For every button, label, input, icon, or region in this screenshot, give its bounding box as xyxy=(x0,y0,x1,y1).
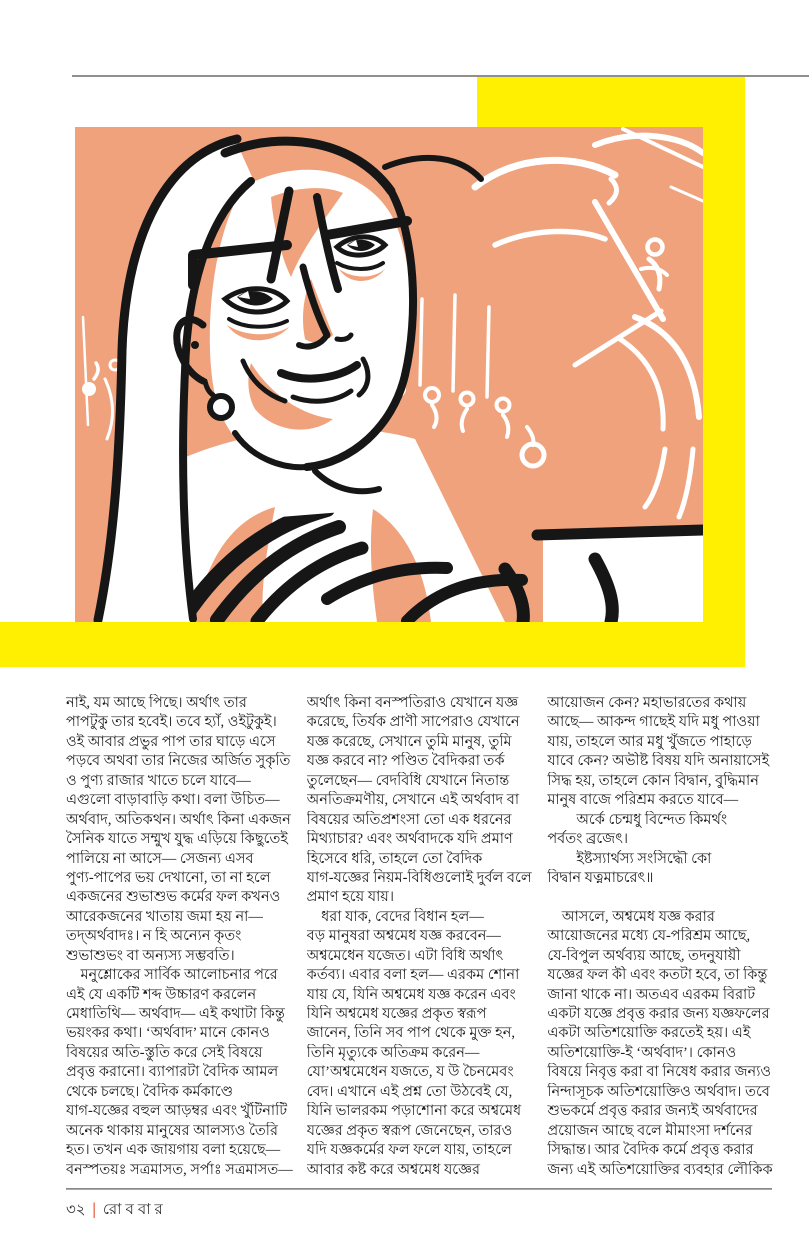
text-line: প্রয়োজন আছে বলে মীমাংসা দর্শনের xyxy=(547,1122,753,1139)
article-column-3 xyxy=(547,694,778,1186)
text-line: মিথ্যাচার? এবং অর্থবাদকে যদি প্রমাণ xyxy=(306,831,513,848)
text-line: পালিয়ে না আসে— সেজন্য এসব xyxy=(66,850,254,867)
text-line: প্রমাণ হয়ে যায়। xyxy=(306,889,395,906)
text-line: নিন্দাসূচক অতিশয়োক্তিও অর্থবাদ। তবে xyxy=(547,1083,770,1100)
text-line: জন্য এই অতিশয়োক্তির ব্যবহার লৌকিক xyxy=(547,1161,773,1178)
bottom-right-white-zone xyxy=(537,530,703,622)
text-line: যাগ-যজ্ঞের বহুল আড়ম্বর এবং খুঁটিনাটি xyxy=(66,1103,288,1120)
text-line: যায়, তাহলে আর মধু খুঁজতে পাহাড়ে xyxy=(547,733,752,750)
text-line: সিদ্ধান্ত। আর বৈদিক কর্মে প্রবৃত্ত করার xyxy=(547,1142,754,1159)
text-line: শুভাশুভং বা অন্যস্য সম্ভবতি। xyxy=(66,947,235,964)
text-line: সিদ্ধ হয়, তাহলে কোন বিদ্বান, বুদ্ধিমান xyxy=(547,772,759,789)
text-line: ওই আবার প্রভুর পাপ তার ঘাড়ে এসে xyxy=(66,733,276,750)
text-line: যাবে কেন? অভীষ্ট বিষয় যদি অনায়াসেই xyxy=(547,753,770,770)
sage-illustration-svg xyxy=(75,127,703,622)
text-line xyxy=(547,888,778,907)
text-line: অনেক থাকায় মানুষের আলস্যও তৈরি xyxy=(66,1122,278,1139)
text-line: যদি যজ্ঞকর্মের ফল ফলে যায়, তাহলে xyxy=(306,1142,512,1159)
text-line: পর্বতং ব্রজেৎ। xyxy=(547,831,629,848)
text-line: অর্থবাদ, অতিকথন। অর্থাৎ কিনা একজন xyxy=(66,811,291,828)
text-line: বনস্পতয়ঃ সত্রমাসত, সর্পাঃ সত্রমাসত— xyxy=(66,1161,293,1178)
text-line: সৈনিক যাতে সম্মুখ যুদ্ধ এড়িয়ে কিছুতেই xyxy=(66,831,288,848)
text-line: নাই, যম আছে পিছে। অর্থাৎ তার xyxy=(66,695,247,711)
text-line: মনুশ্লোকের সার্বিক আলোচনার পরে xyxy=(66,967,278,984)
text-line: ইষ্টস্যার্থস্য সংসিদ্ধৌ কো xyxy=(547,850,712,867)
text-line: যজ্ঞের প্রকৃত স্বরূপ জেনেছেন, তারও xyxy=(306,1122,513,1139)
text-line: অনতিক্রমণীয়, সেখানে এই অর্থবাদ বা xyxy=(306,792,520,809)
text-line: জানেন, তিনি সব পাপ থেকে মুক্ত হন, xyxy=(306,1025,516,1042)
text-line: যজ্ঞ করেছে, সেখানে তুমি মানুষ, তুমি xyxy=(306,733,512,750)
text-line: যজ্ঞের ফল কী এবং কতটা হবে, তা কিন্তু xyxy=(547,967,768,984)
sage-illustration xyxy=(75,127,703,622)
text-line: জানা থাকে না। অতএব এরকম বিরাট xyxy=(547,986,756,1003)
text-line: ভয়ংকর কথা। ‘অর্থবাদ’ মানে কোনও xyxy=(66,1025,270,1042)
text-line: একজনের শুভাশুভ কর্মের ফল কখনও xyxy=(66,889,281,906)
text-line: আবার কষ্ট করে অশ্বমেধ যজ্ঞের xyxy=(306,1161,480,1178)
text-line: হত। তখন এক জায়গায় বলা হয়েছে— xyxy=(66,1142,281,1159)
text-line: যো’অশ্বমেধেন যজতে, য উ চৈনমেবং xyxy=(306,1064,514,1081)
article-body xyxy=(66,694,778,1186)
text-line: তুলেছেন— বেদবিধি যেখানে নিতান্ত xyxy=(306,772,510,789)
article-column-2 xyxy=(307,694,538,1186)
text-line: যাগ-যজ্ঞের নিয়ম-বিধিগুলোই দুর্বল বলে xyxy=(306,869,532,886)
text-line: পুণ্য-পাপের ভয় দেখানো, তা না হলে xyxy=(66,869,271,886)
footer xyxy=(66,1198,167,1223)
text-line: বিষয়ের অতিপ্রশংসা তো এক ধরনের xyxy=(306,811,512,828)
text-line: বিষয়ের অতি-স্তুতি করে সেই বিষয়ে xyxy=(66,1044,263,1061)
yellow-frame-bottom xyxy=(0,622,745,667)
text-line: যিনি ভালরকম পড়াশোনা করে অশ্বমেধ xyxy=(306,1103,522,1120)
text-line: ও পুণ্য রাজার খাতে চলে যাবে— xyxy=(66,772,251,789)
text-line: অর্থাৎ কিনা বনস্পতিরাও যেখানে যজ্ঞ xyxy=(306,695,519,711)
text-line: যায় যে, যিনি অশ্বমেধ যজ্ঞ করেন এবং xyxy=(306,986,516,1003)
magazine-name: রোববার xyxy=(102,1202,167,1218)
text-line: আসলে, অশ্বমেধ যজ্ঞ করার xyxy=(547,908,715,925)
text-line: পড়বে অথবা তার নিজের অর্জিত সুকৃতি xyxy=(66,753,291,770)
text-line: মানুষ বাজে পরিশ্রম করতে যাবে— xyxy=(547,792,739,809)
text-line: আয়োজন কেন? মহাভারতের কথায় xyxy=(547,695,747,711)
text-line: শুভকর্মে প্রবৃত্ত করার জন্যই অর্থবাদের xyxy=(547,1103,758,1120)
text-line: তদ্‌অর্থবাদঃ। ন হি অন্যেন কৃতং xyxy=(66,928,242,945)
page-number: ৩২ xyxy=(66,1202,86,1218)
text-line: এগুলো বাড়াবাড়ি কথা। বলা উচিত— xyxy=(66,792,280,809)
text-line: বেদ। এখানে এই প্রশ্ন তো উঠবেই যে, xyxy=(306,1083,513,1100)
text-line: তিনি মৃত্যুকে অতিক্রম করেন— xyxy=(306,1044,480,1061)
text-line: করেছে, তির্যক প্রাণী সাপেরাও যেখানে xyxy=(306,714,520,731)
text-line: মেধাতিথি— অর্থবাদ— এই কথাটা কিন্তু xyxy=(66,1006,285,1022)
text-line: একটা অতিশয়োক্তি করতেই হয়। এই xyxy=(547,1025,751,1042)
text-line: যজ্ঞ করবে না? পণ্ডিত বৈদিকরা তর্ক xyxy=(306,753,505,770)
text-line: ধরা যাক, বেদের বিধান হল— xyxy=(306,908,484,925)
text-line: এই যে একটি শব্দ উচ্চারণ করলেন xyxy=(66,986,257,1003)
text-line: যে-বিপুল অর্থব্যয় আছে, তদনুযায়ী xyxy=(547,947,741,964)
footer-separator: | xyxy=(92,1201,96,1219)
text-line: বিষয়ে নিবৃত্ত করা বা নিষেধ করার জন্যও xyxy=(547,1064,772,1081)
text-line: যিনি অশ্বমেধ যজ্ঞের প্রকৃত স্বরূপ xyxy=(306,1006,487,1022)
text-line: প্রবৃত্ত করানো। ব্যাপারটা বৈদিক আমল xyxy=(66,1064,279,1081)
text-line: একটা যজ্ঞে প্রবৃত্ত করার জন্য যজ্ঞফলের xyxy=(547,1006,770,1022)
text-line: পাপটুকু তার হবেই। তবে হ্যাঁ, ওইটুকুই। xyxy=(66,714,277,731)
text-line: বড় মানুষরা অশ্বমেধ যজ্ঞ করবেন— xyxy=(306,928,501,945)
footer-rule xyxy=(66,1188,772,1190)
text-line: আরেকজনের খাতায় জমা হয় না— xyxy=(66,908,263,925)
text-line: আছে— আকন্দ গাছেই যদি মধু পাওয়া xyxy=(547,714,760,731)
text-line: থেকে চলছে। বৈদিক কর্মকাণ্ডে xyxy=(66,1083,234,1100)
article-column-1 xyxy=(66,694,297,1186)
text-line: অতিশয়োক্তি-ই ‘অর্থবাদ’। কোনও xyxy=(547,1044,737,1061)
text-line: বিদ্বান যত্নমাচরেৎ॥ xyxy=(547,869,654,886)
text-line: অর্কে চেন্মধু বিন্দেত কিমর্থং xyxy=(547,811,728,828)
text-line: অশ্বমেধেন যজেত। এটা বিধি অর্থাৎ xyxy=(306,947,504,964)
text-line: আয়োজনের মধ্যে যে-পরিশ্রম আছে, xyxy=(547,928,751,945)
text-line: কর্তব্য। এবার বলা হল— এরকম শোনা xyxy=(306,967,520,984)
text-line: হিসেবে ধরি, তাহলে তো বৈদিক xyxy=(306,850,483,867)
